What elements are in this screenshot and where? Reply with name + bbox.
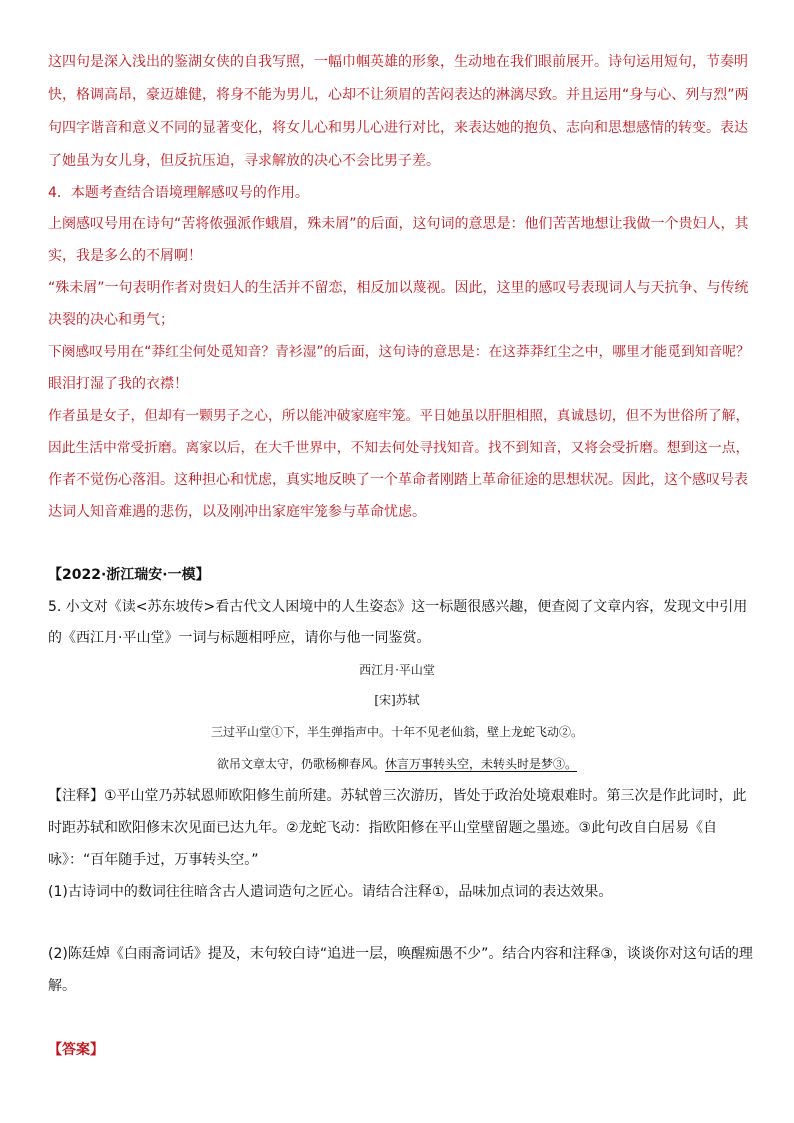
question-5-line: 5. 小文对《读<苏东坡传>看古代文人困境中的人生姿态》这一标题很感兴趣，便查阅了文章内容，发现文中引用 [48, 599, 748, 615]
analysis-line: 句四字谐音和意义不同的显著变化，将女儿心和男儿心进行对比，来表达她的抱负、志向和思想感情的转变。表达 [48, 120, 748, 136]
item4-line: 决裂的决心和勇气； [48, 312, 174, 328]
item4-line: 下阕感叹号用在“莽红尘何处觅知音？青衫湿”的后面，这句诗的意思是：在这莽莽红尘之中，哪里才能觅到知音呢？ [48, 344, 750, 360]
question-5-line: 的《西江月·平山堂》一词与标题相呼应，请你与他一同鉴赏。 [48, 630, 431, 646]
analysis-line: 这四句是深入浅出的鉴湖女侠的自我写照，一幅巾帼英雄的形象，生动地在我们眼前展开。诗句运用短句，节奏明 [48, 54, 748, 70]
poem-title: 西江月·平山堂 [359, 663, 435, 677]
sub-question-2-line: (2)陈廷焯《白雨斋词话》提及，末句较白诗“追进一层，唤醒痴愚不少”。结合内容和注释③，谈谈你对这句话的理 [48, 946, 753, 962]
notes-line: 【注释】①平山堂乃苏轼恩师欧阳修生前所建。苏轼曾三次游历，皆处于政治处境艰难时。第三次是作此词时，此 [48, 788, 747, 804]
item4-line: 上阕感叹号用在诗句“苦将侬强派作蛾眉，殊未屑”的后面，这句词的意思是：他们苦苦地想让我做一个贵妇人，其 [48, 216, 749, 232]
item4-line: 实，我是多么的不屑啊！ [48, 248, 202, 264]
item4-line: 达词人知音难遇的悲伤，以及刚冲出家庭牢笼参与革命忧虑。 [48, 504, 426, 520]
item4-line: “殊未屑”一句表明作者对贵妇人的生活并不留恋，相反加以蔑视。因此，这里的感叹号表现词人与天抗争、与传统 [48, 280, 749, 296]
poem-line-1: 三过平山堂①下，半生弹指声中。十年不见老仙翁，壁上龙蛇飞动②。 [210, 725, 583, 739]
notes-line: 咏》：“百年随手过，万事转头空。” [48, 852, 259, 868]
sub-question-2-line: 解。 [48, 978, 76, 994]
item4-line: 作者不觉伤心落泪。这种担心和忧虑，真实地反映了一个革命者刚踏上革命征途的思想状况。因此，这个感叹号表 [48, 472, 748, 488]
poem-line-2 [0, 754, 794, 774]
analysis-line: 了她虽为女儿身，但反抗压迫，寻求解放的决心不会比男子差。 [48, 153, 440, 169]
sub-question-1: (1)古诗词中的数词往往暗含古人遣词造句之匠心。请结合注释①，品味加点词的表达效果。 [48, 884, 613, 900]
section-heading: 【2022·浙江瑞安·一模】 [48, 567, 210, 583]
item4-line: 作者虽是女子，但却有一颗男子之心，所以能冲破家庭牢笼。平日她虽以肝胆相照，真诚恳切，但不为世俗所了解， [48, 408, 750, 424]
poem-line-2-underlined: 休言万事转头空，未转头时是梦③。 [385, 757, 578, 771]
answer-label: 【答案】 [48, 1042, 104, 1058]
analysis-line: 快，格调高昂，豪迈雄健，将身不能为男儿，心却不让须眉的苦闷表达的淋漓尽致。并且运用“身与心、列与烈”两 [48, 87, 749, 103]
poem-line-2-plain: 欲吊文章太守，仍歌杨柳春风。 [216, 757, 385, 771]
item4-line: 因此生活中常受折磨。离家以后，在大千世界中，不知去何处寻找知音。找不到知音，又将会受折磨。想到这一点， [48, 440, 750, 456]
notes-line: 时距苏轼和欧阳修末次见面已达九年。②龙蛇飞动：指欧阳修在平山堂壁留题之墨迹。③此句改自白居易《自 [48, 820, 718, 836]
item4-line: 眼泪打湿了我的衣襟！ [48, 376, 188, 392]
poem-author: [宋]苏轼 [374, 693, 420, 707]
item4-title: 4．本题考查结合语境理解感叹号的作用。 [48, 185, 309, 201]
